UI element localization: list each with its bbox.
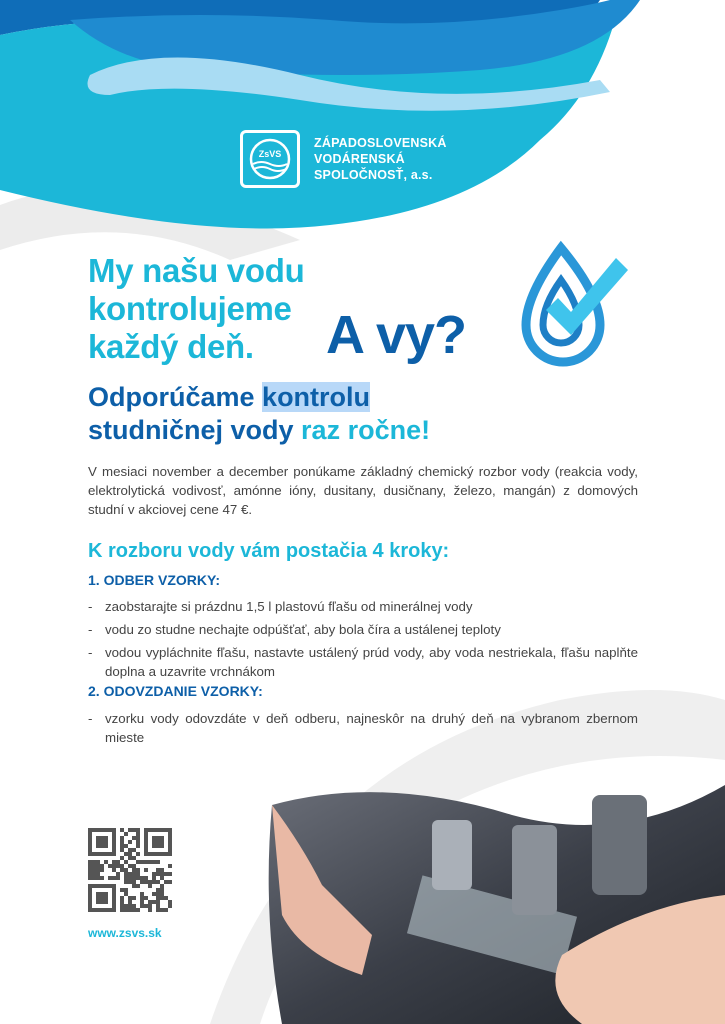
microscope-photo	[262, 785, 725, 1024]
svg-text:ZsVS: ZsVS	[258, 149, 282, 159]
section-title: 1. ODBER VZORKY:	[88, 572, 220, 588]
list-item-text: zaobstarajte si prázdnu 1,5 l plastovú fľašu od minerálnej vody	[105, 599, 473, 614]
list-item	[88, 597, 638, 616]
steps-title: K rozboru vody vám postačia 4 kroky:	[88, 540, 450, 562]
list-item	[88, 709, 638, 747]
subheadline-accent: raz ročne!	[301, 415, 431, 445]
headline-line: kontrolujeme	[88, 290, 292, 327]
subheadline	[88, 381, 430, 447]
step-list	[88, 709, 638, 751]
list-item	[88, 643, 638, 681]
company-logo	[240, 130, 447, 188]
bullet: -	[88, 599, 93, 614]
qr-code[interactable]	[88, 828, 172, 912]
list-item-text: vzorku vody odovzdáte v deň odberu, najneskôr na druhý deň na vybranom zbernom mieste	[105, 711, 638, 745]
company-name-line: ZÁPADOSLOVENSKÁ	[314, 136, 447, 150]
step-list	[88, 597, 638, 685]
headline-line: každý deň.	[88, 328, 254, 365]
company-name	[314, 135, 447, 183]
intro-paragraph: V mesiaci november a december ponúkame základný chemický rozbor vody (reakcia vody, elektrolytická vodivosť, amónne ióny, dusitany, dusičnany, železo, mangán) z domových studní v akciovej cene 47 €.	[88, 464, 638, 517]
section-title: 2. ODOVZDANIE VZORKY:	[88, 683, 263, 699]
website-link[interactable]: www.zsvs.sk	[88, 926, 162, 940]
company-name-line: VODÁRENSKÁ	[314, 152, 405, 166]
logo-wave-icon	[248, 137, 292, 181]
headline-accent: A vy?	[326, 305, 467, 365]
company-name-line: SPOLOČNOSŤ, a.s.	[314, 168, 433, 182]
bullet: -	[88, 711, 93, 726]
headline-line: My našu vodu	[88, 252, 305, 289]
headline	[88, 252, 304, 366]
bullet: -	[88, 645, 93, 660]
water-drop-check-icon	[516, 240, 636, 370]
subheadline-highlight: kontrolu	[262, 382, 371, 412]
logo-mark	[240, 130, 300, 188]
list-item-text: vodu zo studne nechajte odpúšťať, aby bola číra a ustálenej teploty	[105, 622, 501, 637]
bullet: -	[88, 622, 93, 637]
list-item-text: vodou vypláchnite fľašu, nastavte ustálený prúd vody, aby voda nestriekala, fľašu naplňte doplna a uzavrite vrchnákom	[105, 645, 638, 679]
subheadline-text: studničnej vody	[88, 415, 302, 445]
subheadline-text: Odporúčame	[88, 382, 263, 412]
list-item	[88, 620, 638, 639]
